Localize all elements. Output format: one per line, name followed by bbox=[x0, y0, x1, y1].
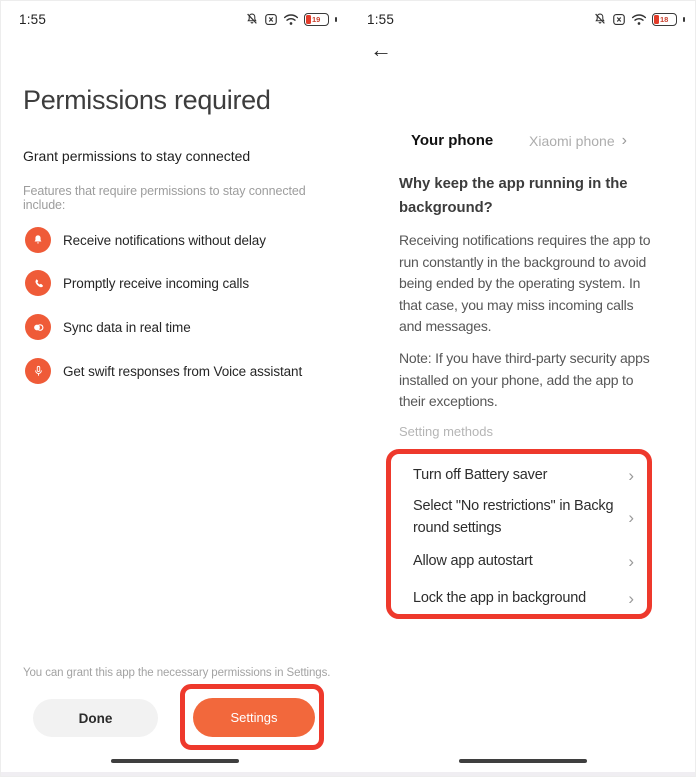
right-screen bbox=[349, 1, 696, 777]
battery-nub bbox=[335, 17, 337, 22]
body-paragraph: Receiving notifications requires the app to run constantly in the background to avoid being ended by the operating system. In that case, you may miss incoming calls and messages. bbox=[399, 232, 651, 334]
back-arrow-icon[interactable]: ← bbox=[370, 37, 392, 62]
feature-label: Get swift responses from Voice assistant bbox=[63, 363, 303, 379]
chevron-right-icon: › bbox=[628, 551, 634, 571]
screenshot-edge-strip bbox=[1, 772, 695, 776]
clock-label: 1:55 bbox=[19, 11, 47, 27]
battery-level: 19 bbox=[312, 14, 321, 24]
feature-row-sync bbox=[25, 314, 191, 340]
status-icons bbox=[593, 12, 685, 26]
status-bar bbox=[1, 9, 349, 29]
tab-xiaomi-phone-label: Xiaomi phone bbox=[529, 133, 615, 149]
feature-label: Promptly receive incoming calls bbox=[63, 275, 249, 291]
tab-xiaomi-phone[interactable] bbox=[529, 133, 627, 149]
notification-bell-icon bbox=[25, 227, 51, 253]
mute-bell-icon bbox=[593, 12, 607, 26]
home-indicator bbox=[111, 759, 239, 763]
method-no-restrictions[interactable] bbox=[413, 494, 634, 540]
home-indicator bbox=[459, 759, 587, 763]
method-label: Lock the app in background bbox=[413, 590, 586, 606]
status-bar bbox=[349, 9, 696, 29]
note-paragraph: Note: If you have third-party security apps installed on your phone, add the app to their exceptions. bbox=[399, 350, 650, 409]
wifi-icon bbox=[283, 13, 299, 26]
battery-nub bbox=[683, 17, 685, 22]
section-heading: Why keep the app running in the background? bbox=[399, 176, 628, 216]
method-lock-in-background[interactable] bbox=[413, 585, 634, 611]
phone-call-icon bbox=[25, 270, 51, 296]
features-intro: Features that require permissions to stay connected include: bbox=[23, 184, 306, 212]
tab-your-phone[interactable]: Your phone bbox=[411, 132, 494, 149]
left-screen bbox=[1, 1, 349, 777]
chevron-right-icon: › bbox=[628, 588, 634, 608]
settings-button[interactable]: Settings bbox=[193, 698, 315, 737]
sim-error-icon bbox=[264, 13, 278, 26]
battery-level: 18 bbox=[660, 14, 669, 24]
page-title: Permissions required bbox=[23, 85, 271, 115]
battery-fill bbox=[306, 15, 311, 24]
feature-row-notifications bbox=[25, 227, 266, 253]
chevron-right-icon: › bbox=[628, 465, 634, 485]
sync-data-icon bbox=[25, 314, 51, 340]
chevron-right-icon: › bbox=[621, 132, 627, 149]
battery-icon bbox=[652, 13, 677, 26]
setting-methods-label: Setting methods bbox=[399, 424, 493, 439]
sim-error-icon bbox=[612, 13, 626, 26]
feature-row-voice bbox=[25, 358, 302, 384]
method-label: Allow app autostart bbox=[413, 553, 533, 569]
status-icons bbox=[245, 12, 337, 26]
method-allow-autostart[interactable] bbox=[413, 548, 634, 574]
page-subtitle: Grant permissions to stay connected bbox=[23, 148, 251, 164]
battery-icon bbox=[304, 13, 329, 26]
methods-annotation-box bbox=[386, 449, 652, 619]
feature-row-calls bbox=[25, 270, 249, 296]
clock-label: 1:55 bbox=[367, 11, 395, 27]
wifi-icon bbox=[631, 13, 647, 26]
feature-label: Sync data in real time bbox=[63, 319, 191, 335]
chevron-right-icon: › bbox=[628, 507, 634, 527]
settings-hint-text: You can grant this app the necessary permissions in Settings. bbox=[23, 667, 331, 679]
mute-bell-icon bbox=[245, 12, 259, 26]
method-label: Turn off Battery saver bbox=[413, 467, 548, 483]
done-button[interactable]: Done bbox=[33, 699, 158, 737]
method-label: Select "No restrictions" in Background settings bbox=[413, 498, 614, 536]
microphone-icon bbox=[25, 358, 51, 384]
method-turn-off-battery-saver[interactable] bbox=[413, 462, 634, 488]
feature-label: Receive notifications without delay bbox=[63, 232, 266, 248]
battery-fill bbox=[654, 15, 659, 24]
